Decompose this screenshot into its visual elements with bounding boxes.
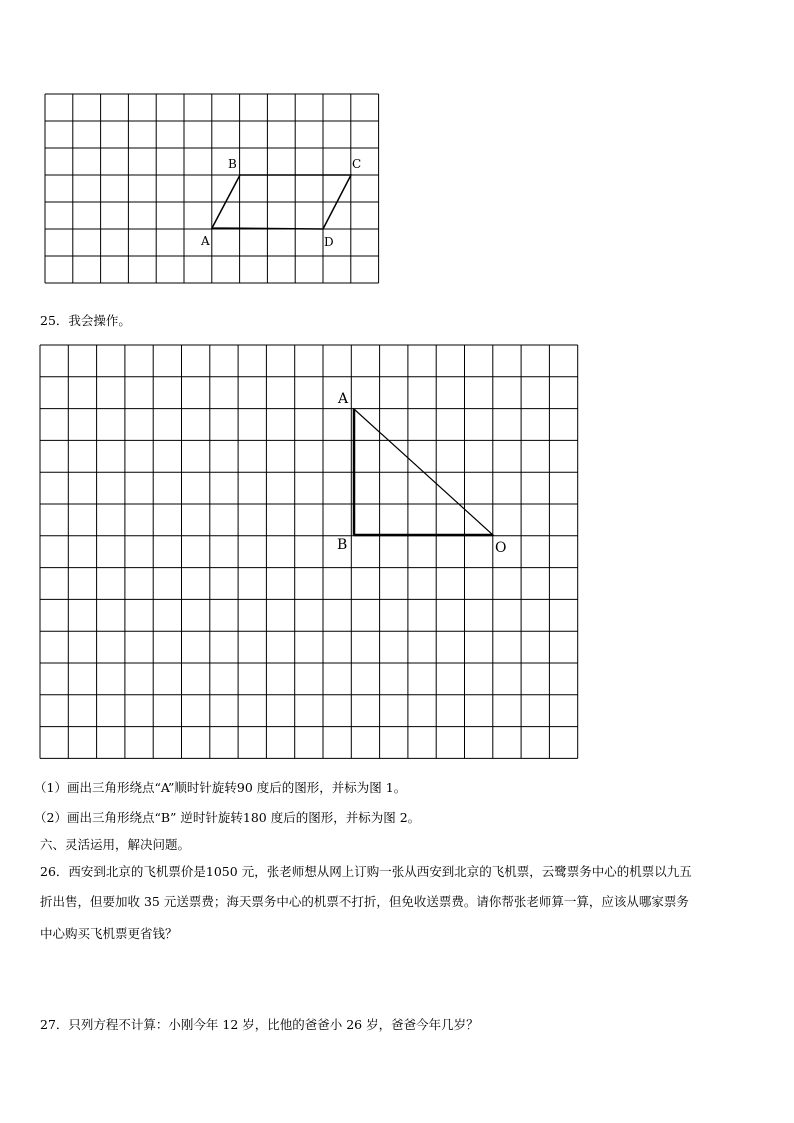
grid1-lines — [45, 94, 379, 283]
question-25-sub1: （1）画出三角形绕点“A”顺时针旋转90 度后的图形，并标为图 1。 — [34, 780, 407, 795]
question-27-line1: 27．只列方程不计算：小刚今年 12 岁，比他的爸爸小 26 岁，爸爸今年几岁？ — [40, 1017, 479, 1032]
label-A: A — [201, 234, 210, 248]
grid-parallelogram — [0, 0, 794, 300]
label-C: C — [352, 157, 362, 171]
question-26-line2: 折出售，但要加收 35 元送票费；海天票务中心的机票不打折，但免收送票费。请你帮张老师算一算，应该从哪家票务 — [40, 894, 689, 909]
section-heading: 六、灵活运用，解决问题。 — [40, 837, 191, 852]
question-26-line3: 中心购买飞机票更省钱？ — [40, 926, 178, 941]
label-A: A — [338, 391, 349, 407]
grid-triangle — [0, 330, 794, 770]
label-D: D — [324, 235, 334, 249]
label-B: B — [228, 157, 237, 171]
question-25-sub2: （2）画出三角形绕点“B” 逆时针旋转180 度后的图形，并标为图 2。 — [34, 810, 421, 825]
question-26-line1: 26．西安到北京的飞机票价是1050 元，张老师想从网上订购一张从西安到北京的飞机票，云鹭票务中心的机票以九五 — [40, 864, 692, 879]
label-O: O — [495, 540, 507, 556]
label-B: B — [337, 537, 348, 553]
question-25-title: 25．我会操作。 — [40, 313, 131, 328]
